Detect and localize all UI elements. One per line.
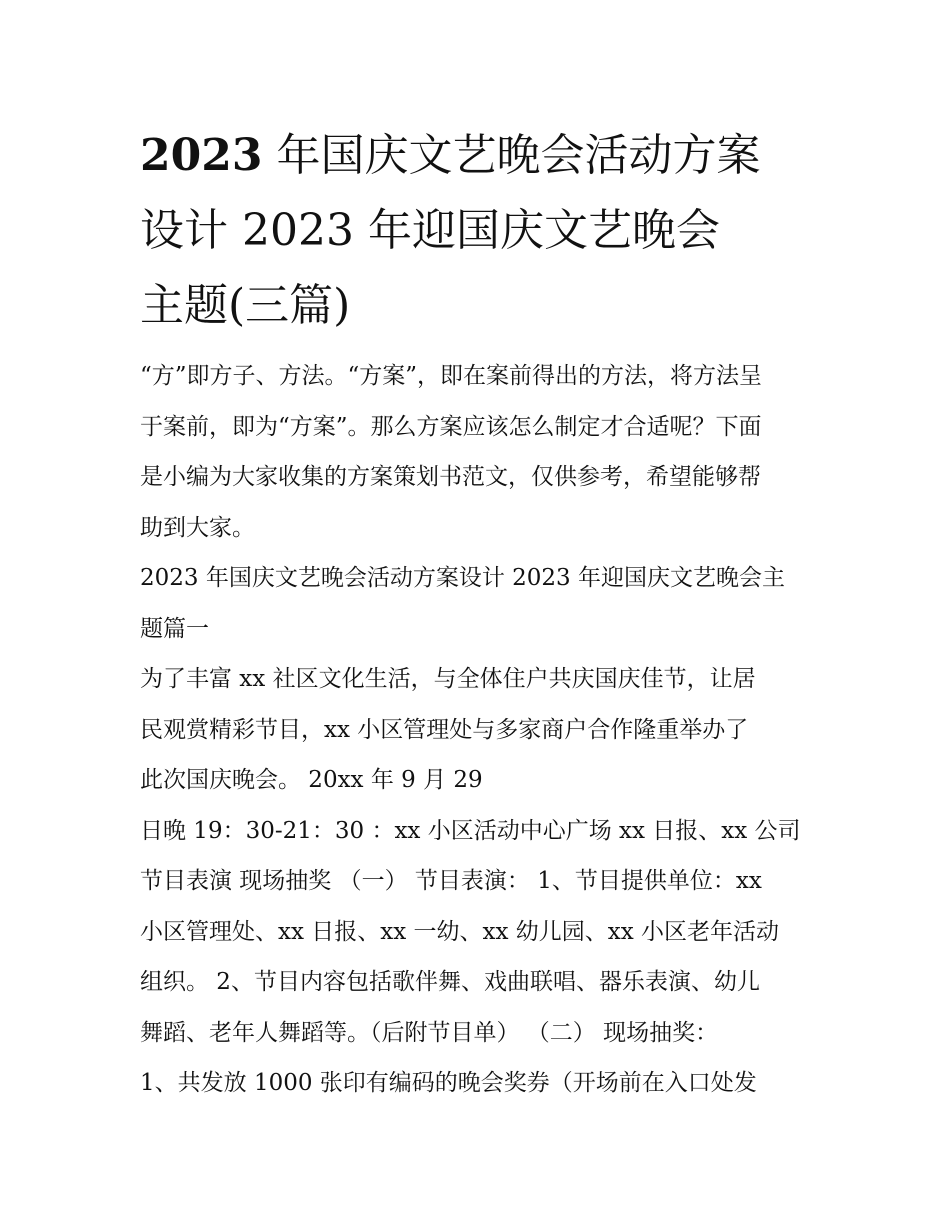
intro-paragraph <box>140 351 815 553</box>
section-title-line: 2023 年国庆文艺晚会活动方案设计 2023 年迎国庆文艺晚会主 <box>140 565 785 591</box>
section-title-line: 题篇一 <box>140 615 209 642</box>
body-line: 组织。 2、节目内容包括歌伴舞、戏曲联唱、器乐表演、幼儿 <box>140 969 760 995</box>
intro-line: “方”即方子、方法。“方案”，即在案前得出的方法，将方法呈 <box>140 363 763 389</box>
body-line: 小区管理处、xx 日报、xx 一幼、xx 幼儿园、xx 小区老年活动 <box>140 918 780 945</box>
body-line: 民观赏精彩节目，xx 小区管理处与多家商户合作隆重举办了 <box>140 716 749 743</box>
body-line: 舞蹈、老年人舞蹈等。（后附节目单） （二） 现场抽奖： <box>140 1019 719 1046</box>
body-paragraph <box>140 654 815 1109</box>
intro-line: 助到大家。 <box>140 514 255 541</box>
body-line: 1、共发放 1000 张印有编码的晚会奖券（开场前在入口处发 <box>140 1070 757 1096</box>
document-page <box>140 118 815 1109</box>
body-line: 此次国庆晚会。 20xx 年 9 月 29 <box>140 767 483 793</box>
title-line-3: 主题(三篇) <box>140 280 351 331</box>
section-title <box>140 553 815 654</box>
body-line: 日晚 19：30-21：30 ：xx 小区活动中心广场 xx 日报、xx 公司 <box>140 817 801 844</box>
intro-line: 于案前，即为“方案”。那么方案应该怎么制定才合适呢？下面 <box>140 413 762 440</box>
body-line: 为了丰富 xx 社区文化生活，与全体住户共庆国庆佳节，让居 <box>140 666 756 692</box>
intro-line: 是小编为大家收集的方案策划书范文，仅供参考，希望能够帮 <box>140 464 761 490</box>
title-line-1: 2023 年国庆文艺晚会活动方案 <box>140 130 761 181</box>
title-line-2: 设计 2023 年迎国庆文艺晚会 <box>140 205 720 256</box>
document-title <box>140 118 815 343</box>
body-line: 节目表演 现场抽奖 （一） 节目表演： 1、节目提供单位：xx <box>140 868 762 894</box>
